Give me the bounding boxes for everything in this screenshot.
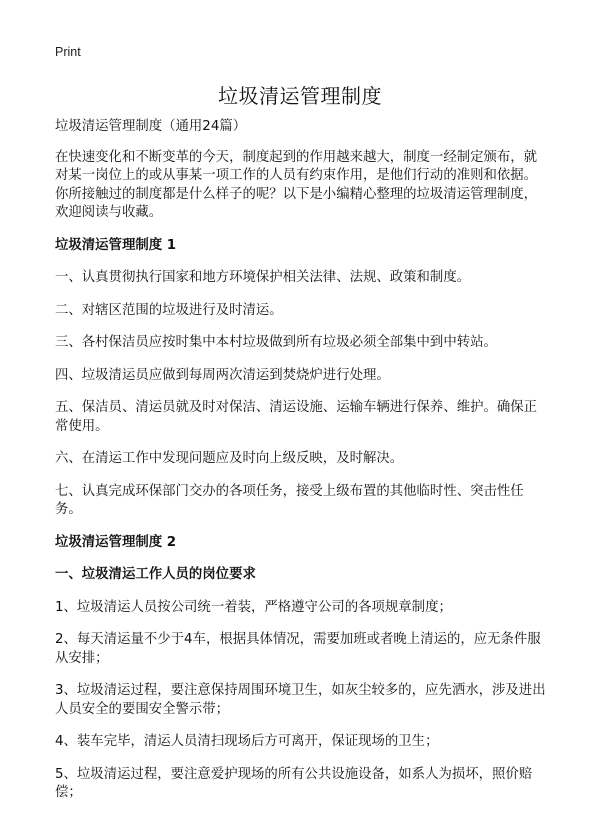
section-heading: 垃圾清运管理制度 1 (55, 237, 177, 253)
list-item: 三、各村保洁员应按时集中本村垃圾做到所有垃圾必须全部集中到中转站。 (55, 335, 497, 350)
section-subheading: 一、垃圾清运工作人员的岗位要求 (55, 567, 256, 582)
intro-paragraph: 在快速变化和不断变革的今天，制度起到的作用越来越大，制度一经制定颁布，就对某一岗位上的或从事某一项工作的人员有约束作用，是他们行动的准则和依据。你所接触过的制度都是什么样子的呢？以下是小编精心整理的垃圾清运管理制度，欢迎阅读与收藏。 (55, 149, 538, 220)
list-item: 3、垃圾清运过程，要注意保持周围环境卫生，如灰尘较多的，应先洒水，涉及进出人员安全的要围安全警示带； (55, 683, 546, 717)
list-item: 5、垃圾清运过程，要注意爱护现场的所有公共设施设备，如系人为损坏，照价赔偿； (55, 766, 533, 800)
list-item: 四、垃圾清运员应做到每周两次清运到焚烧炉进行处理。 (55, 367, 390, 383)
list-item: 二、对辖区范围的垃圾进行及时清运。 (55, 302, 283, 318)
list-item: 五、保洁员、清运员就及时对保洁、清运设施、运输车辆进行保养、维护。确保正常使用。 (55, 400, 538, 434)
document-body (55, 118, 546, 817)
document-subtitle: 垃圾清运管理制度（通用24篇） (55, 119, 247, 134)
list-item: 1、垃圾清运人员按公司统一着装，严格遵守公司的各项规章制度； (55, 599, 452, 615)
list-item: 4、装车完毕，清运人员清扫现场后方可离开，保证现场的卫生； (55, 734, 439, 749)
list-item: 2、每天清运量不少于4车，根据具体情况，需要加班或者晚上清运的，应无条件服从安排； (55, 632, 541, 666)
document-title: 垃圾清运管理制度 (218, 84, 382, 108)
list-item: 一、认真贯彻执行国家和地方环境保护相关法律、法规、政策和制度。 (55, 270, 471, 285)
print-link[interactable]: Print (55, 45, 81, 59)
list-item: 七、认真完成环保部门交办的各项任务，接受上级布置的其他临时性、突击性任务。 (55, 483, 524, 517)
section-heading: 垃圾清运管理制度 2 (55, 534, 177, 550)
list-item: 六、在清运工作中发现问题应及时向上级反映，及时解决。 (55, 451, 404, 466)
